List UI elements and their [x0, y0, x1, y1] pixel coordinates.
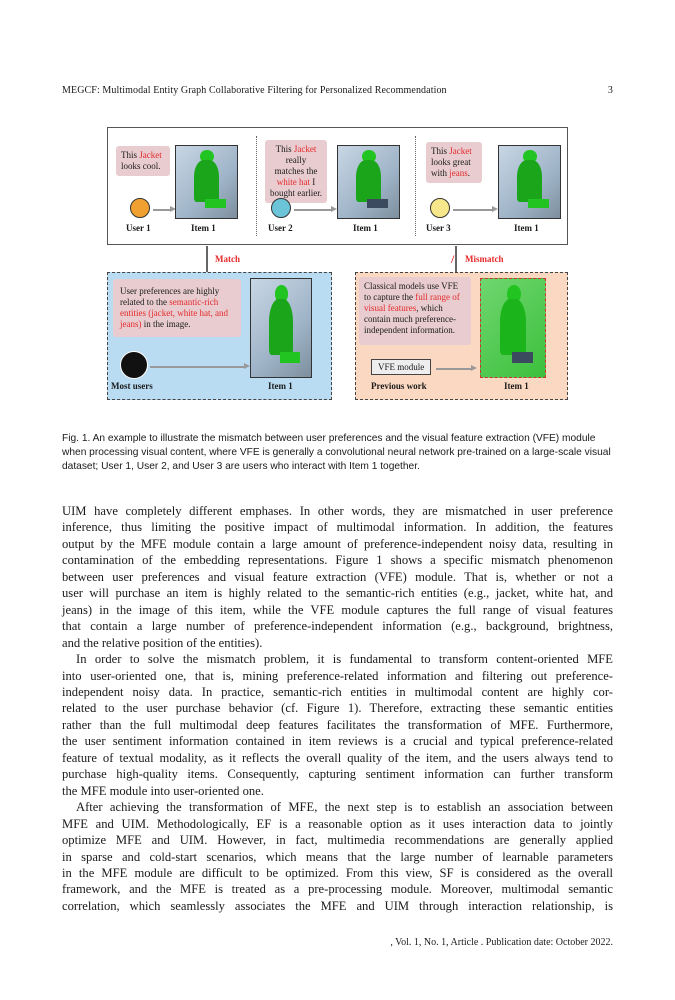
text-line: feature of textual modality, as it reflects the overall quality of the item, and the users always tend to [62, 750, 613, 765]
item-label: Item 1 [353, 223, 378, 233]
item1-image [337, 145, 400, 219]
text-line: inference, thus limiting the positive impact of multimodal information. In addition, the features [62, 520, 613, 535]
item1-image [498, 145, 561, 219]
text-line: between user preferences and visual feature extraction (VFE) module. That is, whether or not a [62, 569, 613, 584]
item1-image [480, 278, 546, 378]
user3-label: User 3 [426, 223, 451, 233]
text-line: in sparse and cold-start scenarios, which means that the large number of learnable parameters [62, 849, 613, 864]
user1-avatar-icon [130, 198, 150, 218]
text-line: related to the user purchase behavior (cf. Figure 1). Therefore, extracting these semantic entities [62, 701, 613, 716]
text-line: the user sentiment information contained in item reviews is a crucial and typical preference-related [62, 734, 613, 749]
item-label: Item 1 [191, 223, 216, 233]
user2-label: User 2 [268, 223, 293, 233]
user2-avatar-icon [271, 198, 291, 218]
footer: , Vol. 1, No. 1, Article . Publication date: October 2022. [390, 937, 613, 948]
item1-image [250, 278, 312, 378]
text-line: optimize MFE and UIM. However, in fact, multimedia recommendations are generally applied [62, 833, 613, 848]
user3-avatar-icon [430, 198, 450, 218]
item-label: Item 1 [268, 381, 293, 391]
header-title: MEGCF: Multimodal Entity Graph Collaborative Filtering for Personalized Recommendation [62, 85, 447, 96]
arrow-icon [294, 209, 332, 211]
divider [415, 136, 416, 236]
running-header [62, 85, 613, 96]
user-preference-box [107, 272, 332, 400]
mismatch-label: Mismatch [465, 254, 504, 264]
text-line: output by the MFE module contain a large amount of preference-independent noisy data, resulting in [62, 536, 613, 551]
figure-top-panel [107, 127, 568, 245]
match-label: Match [215, 254, 240, 264]
match-arrow-icon [206, 246, 208, 272]
text-line: In order to solve the mismatch problem, it is fundamental to transform content-oriented MFE [76, 652, 613, 667]
divider [256, 136, 257, 236]
mismatch-cross-icon: / [451, 252, 455, 266]
preference-bubble: User preferences are highly related to the semantic-rich entities (jacket, white hat, and jeans) in the image. [113, 279, 241, 337]
text-line: jeans) in the image of this item, while the VFE module captures the full range of visual features [62, 602, 613, 617]
text-line: into user-oriented one, that is, mining preference-related information and filtering out preference- [62, 668, 613, 683]
item1-image [175, 145, 238, 219]
item-label: Item 1 [514, 223, 539, 233]
user2-review-bubble: This Jacket really matches the white hat I bought earlier. [265, 140, 327, 203]
user3-review-bubble: This Jacket looks great with jeans. [426, 142, 482, 183]
text-line: that contain a large number of preference-independent information (e.g., background, brightness, [62, 619, 613, 634]
previous-work-box [355, 272, 568, 400]
arrow-icon [153, 209, 171, 211]
text-line: MFE and UIM. Methodologically, EF is a reasonable option as it uses interaction data to jointly [62, 816, 613, 831]
text-line: user will purchase an item is highly related to the semantic-rich entities (e.g., jacket, white hat, and [62, 586, 613, 601]
vfe-bubble: Classical models use VFE to capture the full range of visual features, which contain much preference-independent information. [359, 277, 471, 345]
text-line: in the MFE module are difficult to be optimized. From this view, SF is considered as the overall [62, 865, 613, 880]
text-line: framework, and the MFE is treated as a pre-processing module. Moreover, multimodal semantic [62, 882, 613, 897]
arrow-icon [436, 368, 472, 370]
mismatch-arrow-icon [455, 246, 457, 272]
vfe-module-box: VFE module [371, 359, 431, 375]
user1-review-bubble: This Jacket looks cool. [116, 146, 170, 176]
text-line: contamination of the embedding representations. Figure 1 shows a specific mismatch phenomenon [62, 553, 613, 568]
arrow-icon [150, 366, 245, 368]
text-line: independent noisy data. In practice, semantic-rich entities in multimodal content are highly cor- [62, 684, 613, 699]
item-label: Item 1 [504, 381, 529, 391]
text-line: the MFE module into user-oriented one. [62, 783, 264, 798]
most-users-label: Most users [111, 381, 153, 391]
text-line: and the relative position of the entities). [62, 635, 263, 650]
most-users-avatar-icon [120, 351, 148, 379]
text-line: UIM have completely different emphases. In other words, they are mismatched in user preference [62, 504, 613, 518]
page-number: 3 [607, 85, 613, 96]
arrow-icon [453, 209, 493, 211]
previous-work-label: Previous work [371, 381, 427, 391]
text-line: correlation, which seamlessly associates the MFE and UIM through interaction relationship, is [62, 898, 613, 913]
text-line: rather than the full multimodal deep features facilitates the transformation of MFE. Furthermore, [62, 717, 613, 732]
text-line: After achieving the transformation of MFE, the next step is to establish an association between [76, 800, 613, 815]
body-text [62, 503, 613, 914]
figure-caption: Fig. 1. An example to illustrate the mismatch between user preferences and the visual feature extraction (VFE) module when processing visual content, where VFE is generally a convolutional neural network pre-trained on a large-scale visual dataset; User 1, User 2, and User 3 are users who interact with Item 1 together. [62, 433, 611, 472]
user1-label: User 1 [126, 223, 151, 233]
text-line: purchase high-quality items. Consequently, capturing sentiment information can further transform [62, 767, 613, 782]
